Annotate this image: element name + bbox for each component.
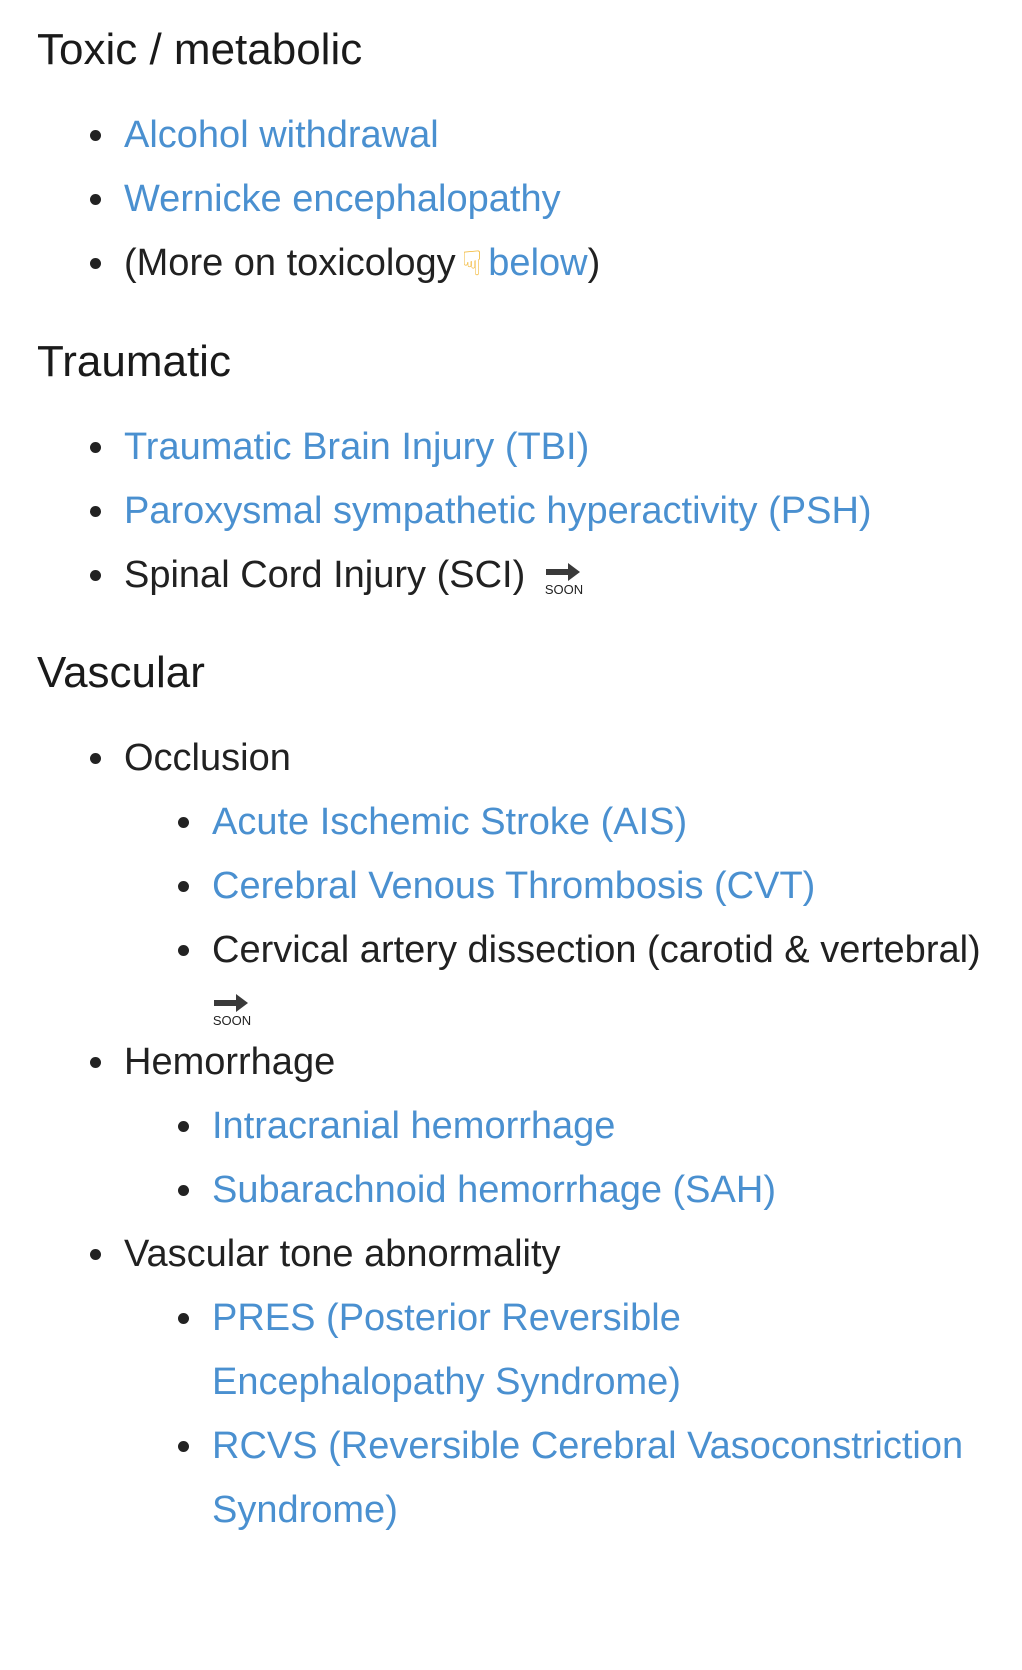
list-item bbox=[212, 790, 1022, 854]
page bbox=[0, 24, 1022, 1542]
soon-arrow-icon bbox=[210, 988, 254, 1028]
list-vascular-tone bbox=[124, 1286, 1022, 1542]
group-label-hemorrhage: Hemorrhage bbox=[124, 1041, 336, 1083]
link-pres[interactable]: PRES (Posterior Reversible Encephalopathy Syndrome) bbox=[212, 1297, 681, 1403]
list-item bbox=[124, 103, 1022, 167]
soon-badge-wrapper bbox=[212, 974, 1022, 1030]
list-item bbox=[124, 479, 1022, 543]
group-label-vascular-tone: Vascular tone abnormality bbox=[124, 1233, 561, 1275]
soon-arrow-icon bbox=[542, 557, 586, 597]
link-cvt[interactable]: Cerebral Venous Thrombosis (CVT) bbox=[212, 865, 816, 907]
link-ais[interactable]: Acute Ischemic Stroke (AIS) bbox=[212, 801, 688, 843]
soon-badge-text: SOON bbox=[212, 1012, 252, 1028]
spinal-cord-injury-label: Spinal Cord Injury (SCI) bbox=[124, 554, 526, 596]
group-label-occlusion: Occlusion bbox=[124, 737, 291, 779]
list-item-hemorrhage bbox=[124, 1030, 1022, 1222]
list-item bbox=[212, 854, 1022, 918]
list-item bbox=[124, 231, 1022, 296]
list-hemorrhage bbox=[124, 1094, 1022, 1222]
list-item bbox=[124, 415, 1022, 479]
list-occlusion bbox=[124, 790, 1022, 1030]
link-tbi[interactable]: Traumatic Brain Injury (TBI) bbox=[124, 426, 590, 468]
list-item-occlusion bbox=[124, 726, 1022, 1030]
link-sah[interactable]: Subarachnoid hemorrhage (SAH) bbox=[212, 1169, 776, 1211]
link-wernicke-encephalopathy[interactable]: Wernicke encephalopathy bbox=[124, 178, 561, 220]
section-title-toxic: Toxic / metabolic bbox=[37, 25, 363, 74]
list-vascular bbox=[37, 726, 1022, 1542]
list-item bbox=[212, 1158, 1022, 1222]
link-rcvs[interactable]: RCVS (Reversible Cerebral Vasoconstriction Syndrome) bbox=[212, 1425, 964, 1531]
link-intracranial-hemorrhage[interactable]: Intracranial hemorrhage bbox=[212, 1105, 616, 1147]
list-item bbox=[212, 1094, 1022, 1158]
list-item-vascular-tone bbox=[124, 1222, 1022, 1542]
list-item bbox=[124, 543, 1022, 607]
more-toxicology-prefix: (More on toxicology bbox=[124, 242, 456, 284]
list-toxic bbox=[37, 103, 1022, 296]
list-item bbox=[124, 167, 1022, 231]
list-traumatic bbox=[37, 415, 1022, 607]
soon-badge-text: SOON bbox=[544, 581, 583, 597]
link-psh[interactable]: Paroxysmal sympathetic hyperactivity (PSH) bbox=[124, 490, 872, 532]
link-below[interactable]: below bbox=[488, 242, 588, 284]
list-item bbox=[212, 1414, 972, 1542]
list-item bbox=[212, 1286, 952, 1414]
more-toxicology-suffix: ) bbox=[587, 242, 601, 284]
section-title-vascular: Vascular bbox=[37, 648, 205, 697]
cervical-artery-dissection-label: Cervical artery dissection (carotid & vertebral) bbox=[212, 929, 981, 971]
link-alcohol-withdrawal[interactable]: Alcohol withdrawal bbox=[124, 114, 439, 156]
section-title-traumatic: Traumatic bbox=[37, 337, 231, 386]
pointing-down-hand-icon: ☟ bbox=[461, 244, 483, 284]
list-item bbox=[212, 918, 1022, 1030]
